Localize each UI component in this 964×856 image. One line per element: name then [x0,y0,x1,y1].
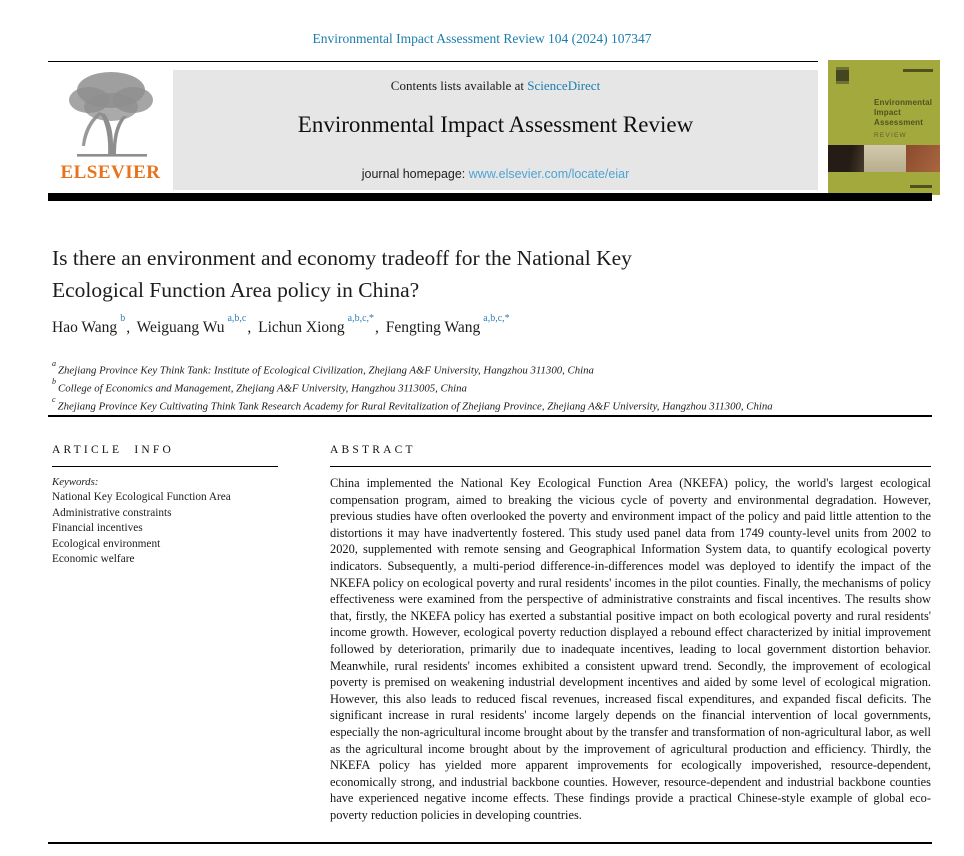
author-name: Fengting Wang [385,319,481,337]
keywords-label: Keywords: [52,476,99,488]
section-divider-rule [48,415,932,417]
cover-title-line: Impact [874,108,901,117]
contents-text: Contents lists available at [390,78,528,93]
affiliation-text: Zhejiang Province Key Think Tank: Institute of Ecological Civilization, Zhejiang A&F University, Hangzhou 311300, China [58,364,594,377]
top-rule [48,61,818,62]
author-separator: , [126,319,131,337]
cover-topright-text-bar [903,69,933,72]
cover-photo [864,145,906,172]
cover-photo-strip [828,145,940,172]
keyword-item: Ecological environment [52,537,161,550]
sciencedirect-link[interactable]: ScienceDirect [527,78,601,93]
article-info-rule [52,466,278,467]
article-info-heading: ARTICLE INFO [52,444,174,456]
author-affiliation-sup: a,b,c,* [483,313,510,324]
affiliation [52,378,773,396]
cover-photo [906,145,940,172]
author-affiliation-sup: a,b,c,* [347,313,375,324]
header-divider-bar [48,193,932,201]
contents-line [173,78,818,94]
journal-cover-thumbnail [828,60,940,195]
author-name: Weiguang Wu [136,319,225,337]
author-name: Lichun Xiong [258,319,345,337]
cover-title-line: Environmental [874,98,933,107]
affiliation-text: College of Economics and Management, Zhejiang A&F University, Hangzhou 3113005, China [58,382,467,395]
cover-photo [828,145,864,172]
article-title [52,243,632,306]
affiliation-sup: b [52,376,56,386]
elsevier-logo [48,64,173,190]
cover-subtitle: REVIEW [874,132,907,139]
affiliation-list [52,360,773,413]
keywords-list [52,490,231,568]
homepage-label: journal homepage: [361,167,469,181]
affiliation-sup: a [52,359,56,368]
article-title-line2: Ecological Function Area policy in China? [52,277,420,302]
author-affiliation-sup: a,b,c [227,313,247,324]
keyword-item: Administrative constraints [52,506,172,519]
author-separator: , [247,319,252,337]
journal-header-band [173,70,818,190]
author-name: Hao Wang [52,319,118,337]
homepage-line [173,167,818,181]
cover-bottom-text-bar [910,185,932,188]
journal-title: Environmental Impact Assessment Review [297,112,694,137]
elsevier-wordmark: ELSEVIER [60,162,161,183]
cover-title [874,98,932,141]
keyword-item: Economic welfare [52,553,135,566]
affiliation-sup: c [52,394,56,404]
journal-citation: Environmental Impact Assessment Review 104 (2024) 107347 [312,31,652,46]
author-list [52,313,511,337]
affiliation [52,396,773,414]
abstract-rule [330,466,931,467]
cover-title-line: Assessment [874,118,924,127]
keyword-item: National Key Ecological Function Area [52,491,231,503]
abstract-heading: ABSTRACT [330,444,416,456]
homepage-link[interactable]: www.elsevier.com/locate/eiar [468,167,630,181]
affiliation [52,360,773,378]
keyword-item: Financial incentives [52,522,143,535]
author-affiliation-sup: b [120,313,126,324]
elsevier-tree-icon [59,64,163,160]
abstract-text: China implemented the National Key Ecological Function Area (NKEFA) policy, the world's largest ecological compensation program, aimed to breaking the vicious cycle of poverty and environmental degradation. However, previous studies have often overlooked the poverty and environment impact of the policy and paid little attention to the distortions it may have inadvertently fostered. This study used panel data from 1749 county-level units from 2002 to 2020, supplemented with remote sensing and Geographical Information System data, to quantify ecological poverty indicators. Subsequently, a multi-period difference-in-differences model was deployed to identify the impact of the NKEFA policy on ecological poverty and rural residents' incomes in the pilot counties. Finally, the mechanisms of policy effectiveness were examined from the perspective of administrative constraints and fiscal incentives. The results show that, firstly, the NKEFA policy has exerted a substantial positive impact on both ecological poverty and rural residents' income growth. However, ecological poverty reduction displayed a rebound effect characterized by initial improvement followed by deterioration, primarily due to inadequate incentives, leading to local government distortion behavior. Meanwhile, rural residents' incomes exhibited a consistent upward trend. Secondly, the improvement of ecological poverty is premised on weakening industrial development incentives and aided by some level of ecological migration. However, this also leads to reduced fiscal revenues, increased fiscal expenditures, and expanded fiscal deficits. The significant increase in rural residents' income largely depends on the financial intervention of local governments, especially the non-agricultural income brought about by the transfer and transformation of non-agricultural labor, as well as the agricultural income brought about by the improvement of agricultural production and efficiency. Thirdly, the NKEFA policy has yielded more apparent improvements for ecologically impoverished, resource-dependent, economically strong, and industrial backbone counties. However, resource-dependent and industrial backbone counties have experienced negative income effects. These findings provide a practical Chinese-style example of global eco-poverty reduction policies in developing countries. [330,476,931,822]
affiliation-text: Zhejiang Province Key Cultivating Think Tank Research Academy for Rural Revitalization of Zhejiang Province, Zhejiang A&F University, Hangzhou 311300, China [57,400,773,413]
article-title-line1: Is there an environment and economy tradeoff for the National Key [52,246,632,270]
bottom-rule [48,842,932,844]
author-separator: , [375,319,379,337]
cover-logo-icon [836,67,849,84]
